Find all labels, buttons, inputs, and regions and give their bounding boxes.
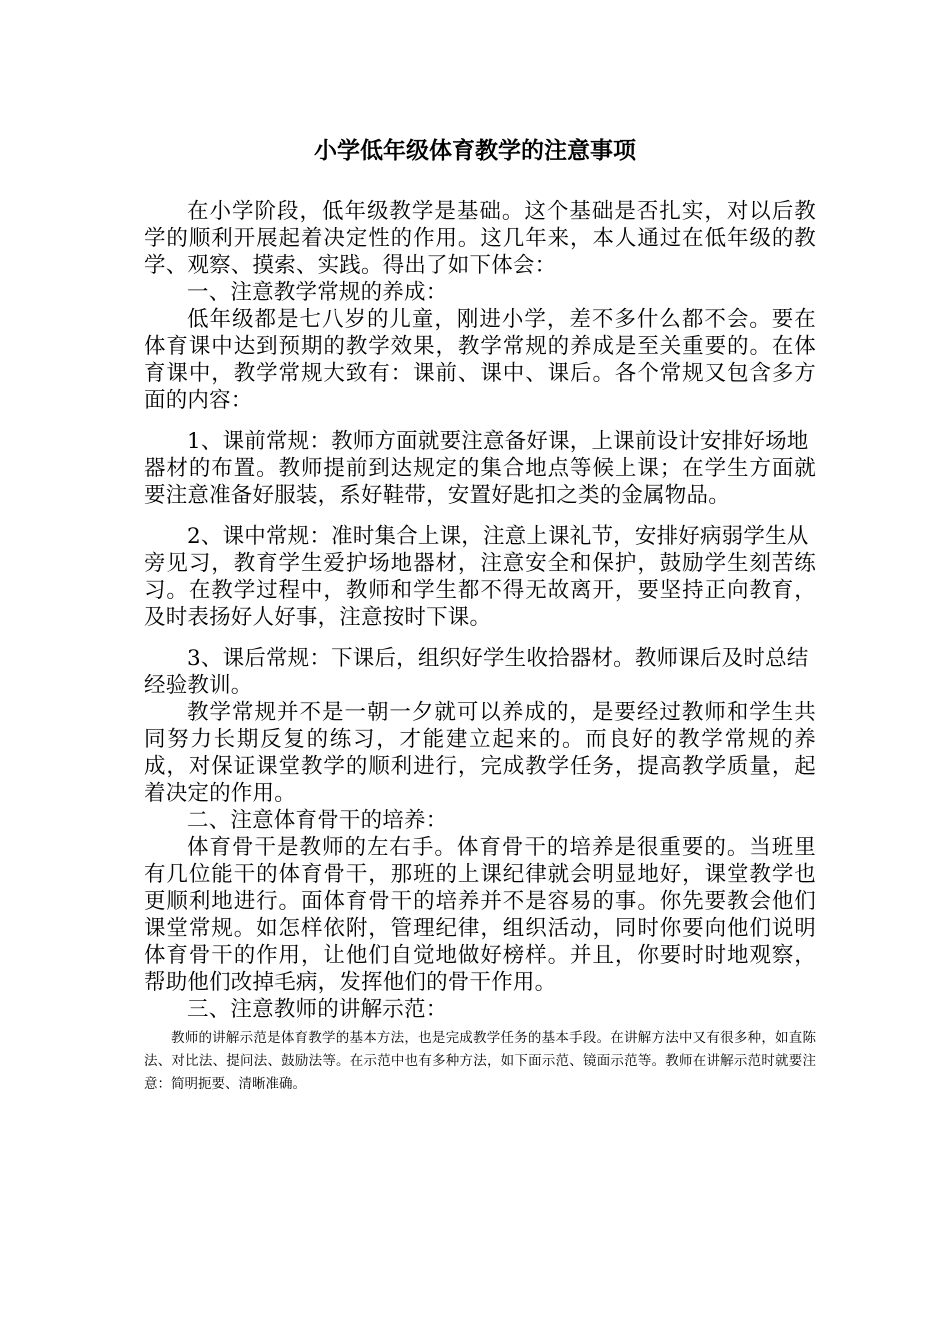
section1-paragraph: 低年级都是七八岁的儿童，刚进小学，差不多什么都不会。要在体育课中达到预期的教学效果，教学常规的养成是至关重要的。在体育课中，教学常规大致有：课前、课中、课后。各个常规又包含多方面的内容： <box>144 307 816 413</box>
section2-paragraph: 体育骨干是教师的左右手。体育骨干的培养是很重要的。当班里有几位能干的体育骨干，那班的上课纪律就会明显地好，课堂教学也更顺利地进行。面体育骨干的培养并不是容易的事。你先要教会他们课堂常规。如怎样依附，管理纪律，组织活动，同时你要向他们说明体育骨干的作用，让他们自觉地做好榜样。并且，你要时时地观察，帮助他们改掉毛病，发挥他们的骨干作用。 <box>144 835 816 995</box>
item2-first-line: 2、课中常规：准时集合上课，注意上课礼节，安排好病弱学生从 <box>187 524 809 549</box>
section1-heading: 一、注意教学常规的养成： <box>187 280 448 305</box>
section1-summary: 教学常规并不是一朝一夕就可以养成的，是要经过教师和学生共同努力长期反复的练习，才能建立起来的。而良好的教学常规的养成，对保证课堂教学的顺利进行，完成教学任务，提高教学质量，起着决定的作用。 <box>144 700 816 806</box>
section2-heading: 二、注意体育骨干的培养： <box>187 808 448 833</box>
intro-paragraph: 在小学阶段，低年级教学是基础。这个基础是否扎实，对以后教学的顺利开展起着决定性的作用。这几年来，本人通过在低年级的教学、观察、摸索、实践。得出了如下体会： <box>144 199 816 278</box>
section3-heading: 三、注意教师的讲解示范： <box>187 997 448 1022</box>
document-body <box>144 198 816 1096</box>
item1-continuation: 器材的布置。教师提前到达规定的集合地点等候上课；在学生方面就要注意准备好服装，系好鞋带，安置好匙扣之类的金属物品。 <box>144 456 816 508</box>
section3-paragraph: 教师的讲解示范是体育教学的基本方法，也是完成教学任务的基本手段。在讲解方法中又有很多种，如直陈法、对比法、提问法、鼓励法等。在示范中也有多种方法，如下面示范、镜面示范等。教师在讲解示范时就要注意：简明扼要、清晰准确。 <box>144 1030 816 1092</box>
item2-continuation: 旁见习，教育学生爱护场地器材，注意安全和保护，鼓励学生刻苦练习。在教学过程中，教师和学生都不得无故离开，要坚持正向教育，及时表扬好人好事，注意按时下课。 <box>144 551 816 630</box>
item3-first-line: 3、课后常规：下课后，组织好学生收拾器材。教师课后及时总结 <box>187 646 809 671</box>
document-title: 小学低年级体育教学的注意事项 <box>314 138 636 164</box>
item1-first-line: 1、课前常规：教师方面就要注意备好课，上课前设计安排好场地 <box>187 429 809 454</box>
item3-continuation: 经验教训。 <box>144 673 253 698</box>
